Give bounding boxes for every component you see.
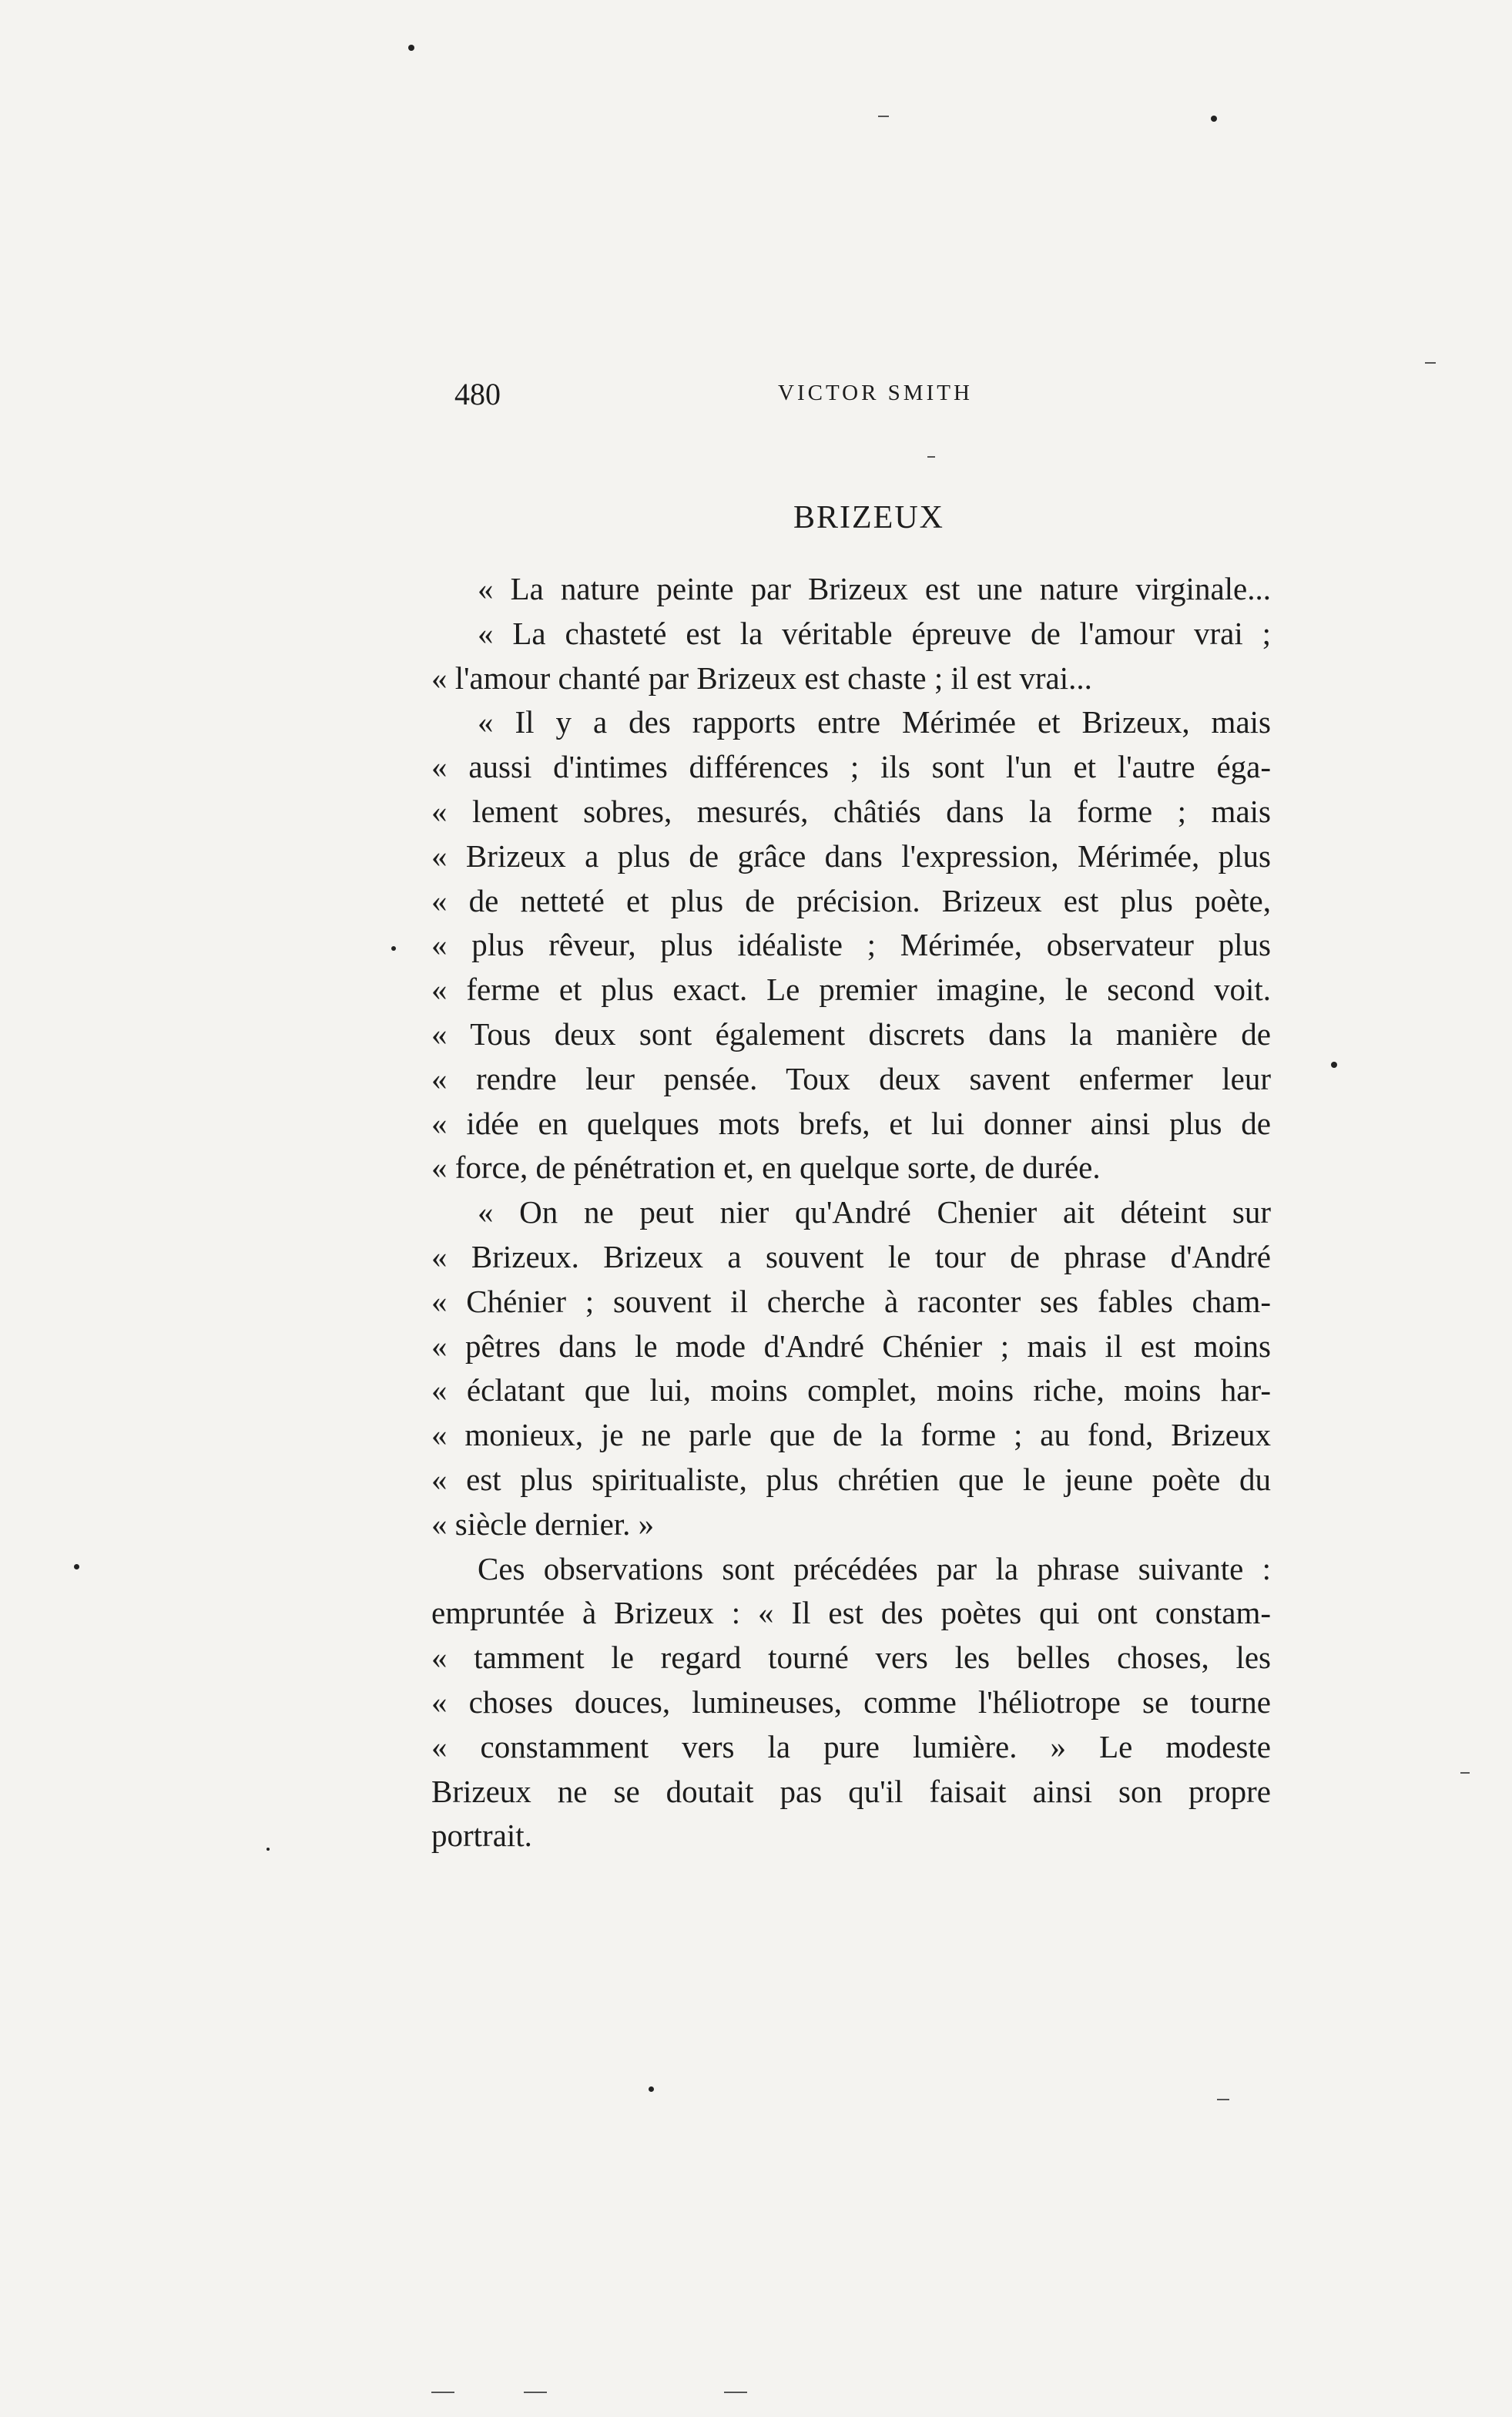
text-line: « siècle dernier. »: [431, 1506, 655, 1542]
scan-speck: [649, 2086, 654, 2092]
scan-mark: [724, 2392, 747, 2393]
scan-speck: [267, 1848, 270, 1851]
text-line: « ferme et plus exact. Le premier imagine, le second voit.: [431, 972, 1271, 1008]
text-line: « choses douces, lumineuses, comme l'héliotrope se tourne: [431, 1684, 1271, 1720]
text-line: « lement sobres, mesurés, châtiés dans la forme ; mais: [431, 793, 1271, 829]
section-title: BRIZEUX: [793, 500, 944, 535]
text-line: portrait.: [431, 1818, 532, 1854]
scan-mark: [1460, 1772, 1470, 1774]
text-line: « Brizeux. Brizeux a souvent le tour de phrase d'André: [431, 1238, 1271, 1274]
text-line: « l'amour chanté par Brizeux est chaste ; il est vrai...: [431, 660, 1092, 696]
text-line: « Il y a des rapports entre Mérimée et Brizeux, mais: [478, 704, 1271, 740]
text-line: « force, de pénétration et, en quelque sorte, de durée.: [431, 1150, 1101, 1186]
text-line: « tamment le regard tourné vers les belles choses, les: [431, 1640, 1271, 1676]
scan-speck: [391, 946, 396, 951]
text-line: « rendre leur pensée. Toux deux savent enfermer leur: [431, 1060, 1271, 1096]
text-line: Brizeux ne se doutait pas qu'il faisait ainsi son propre: [431, 1773, 1271, 1809]
text-line: « La chasteté est la véritable épreuve de l'amour vrai ;: [478, 615, 1271, 651]
scan-speck: [408, 45, 414, 51]
scan-mark: [1425, 362, 1436, 364]
text-line: « idée en quelques mots brefs, et lui donner ainsi plus de: [431, 1105, 1271, 1141]
body-text: [431, 567, 1271, 1858]
text-line: « La nature peinte par Brizeux est une nature virginale...: [478, 571, 1271, 606]
scan-mark: [524, 2392, 547, 2393]
scan-mark: [1217, 2099, 1229, 2100]
page-header: [454, 376, 1271, 422]
text-line: « Tous deux sont également discrets dans la manière de: [431, 1015, 1271, 1052]
text-line: « On ne peut nier qu'André Chenier ait déteint sur: [478, 1194, 1271, 1230]
text-line: « éclatant que lui, moins complet, moins riche, moins har-: [431, 1372, 1271, 1408]
text-line: « monieux, je ne parle que de la forme ; au fond, Brizeux: [431, 1417, 1271, 1453]
running-head: VICTOR SMITH: [778, 381, 973, 405]
text-line: « pêtres dans le mode d'André Chénier ; mais il est moins: [431, 1328, 1271, 1364]
scan-mark: [878, 116, 889, 117]
text-line: « de netteté et plus de précision. Brizeux est plus poète,: [431, 882, 1271, 918]
scan-speck: [1211, 116, 1217, 122]
scan-speck: [74, 1564, 79, 1569]
scan-speck: [1331, 1062, 1337, 1068]
text-line: « plus rêveur, plus idéaliste ; Mérimée, observateur plus: [431, 927, 1271, 963]
text-line: « aussi d'intimes différences ; ils sont l'un et l'autre éga-: [431, 749, 1271, 785]
scan-mark: [431, 2392, 454, 2393]
text-line: « Chénier ; souvent il cherche à raconter ses fables cham-: [431, 1283, 1271, 1319]
text-line: Ces observations sont précédées par la phrase suivante :: [478, 1550, 1271, 1586]
page-number: 480: [454, 377, 501, 411]
text-line: « constamment vers la pure lumière. » Le modeste: [431, 1728, 1271, 1764]
text-line: « Brizeux a plus de grâce dans l'expression, Mérimée, plus: [431, 838, 1271, 874]
text-line: empruntée à Brizeux : « Il est des poètes qui ont constam-: [431, 1595, 1271, 1631]
text-line: « est plus spiritualiste, plus chrétien que le jeune poète du: [431, 1461, 1271, 1497]
scan-mark: [927, 456, 935, 458]
